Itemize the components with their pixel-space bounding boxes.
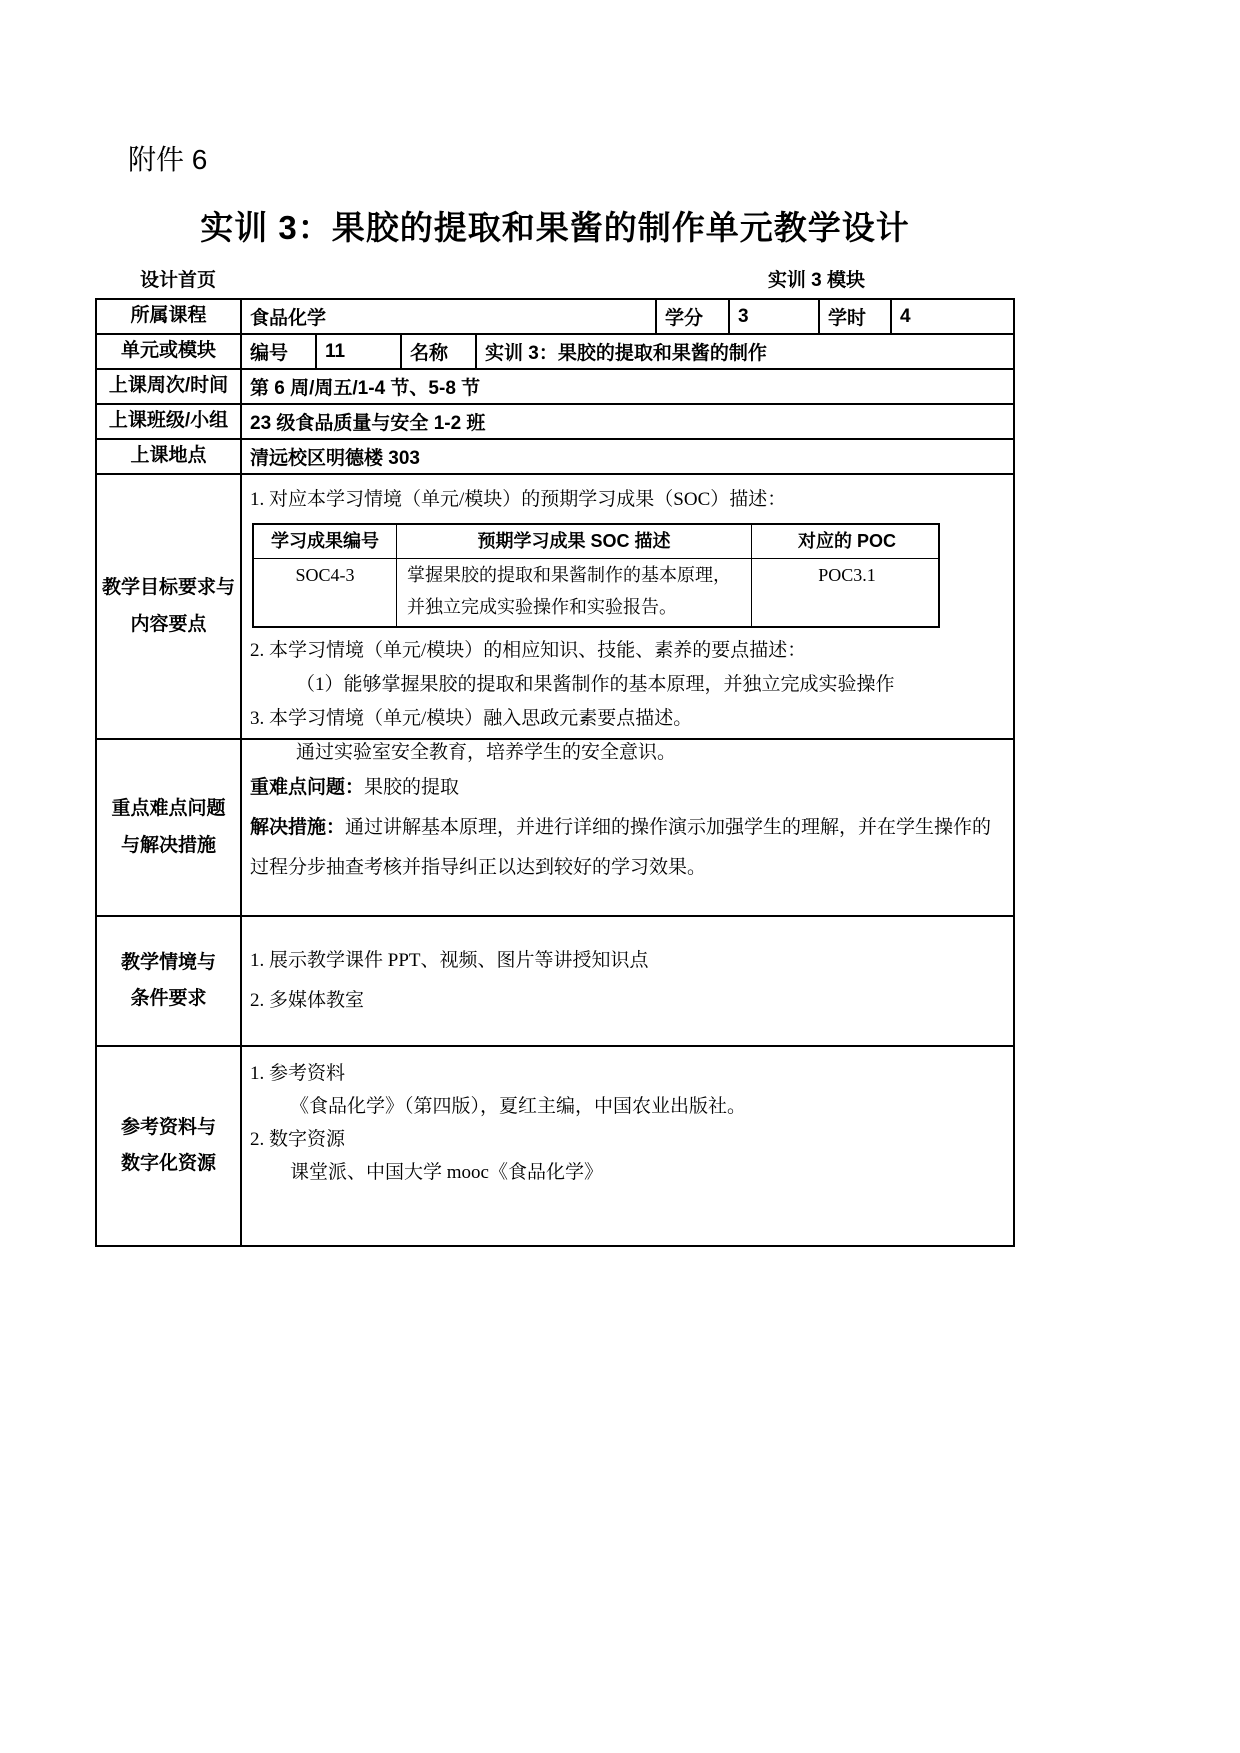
page-title: 实训 3：果胶的提取和果酱的制作单元教学设计 <box>200 209 910 246</box>
objectives-item3-sub: 通过实验室安全教育，培养学生的安全意识。 <box>296 742 677 763</box>
context-label-line2: 条件要求 <box>130 988 207 1009</box>
subheader-right: 实训 3 模块 <box>767 270 865 291</box>
unit-label: 单元或模块 <box>97 335 242 368</box>
objectives-item2: 2. 本学习情境（单元/模块）的相应知识、技能、素养的要点描述： <box>250 640 807 661</box>
class-value: 23 级食品质量与安全 1-2 班 <box>250 413 486 434</box>
subheader-left: 设计首页 <box>140 270 217 291</box>
credit-value: 3 <box>730 300 820 333</box>
location-value: 清远校区明德楼 303 <box>250 448 420 469</box>
references-item1: 1. 参考资料 <box>250 1063 346 1084</box>
context-item1: 1. 展示教学课件 PPT、视频、图片等讲授知识点 <box>250 950 649 971</box>
objectives-label-line2: 内容要点 <box>130 613 207 635</box>
soc-code: SOC4-3 <box>254 559 397 626</box>
unit-name-label: 名称 <box>402 335 477 368</box>
row-class <box>97 405 1013 440</box>
difficulties-label-line1: 重点难点问题 <box>111 798 226 820</box>
soc-data-row <box>254 559 938 626</box>
soc-table <box>252 523 940 628</box>
soc-header-poc: 对应的 POC <box>797 531 896 551</box>
class-label: 上课班级/小组 <box>97 405 242 438</box>
row-references <box>97 1047 1013 1245</box>
difficulties-solution <box>250 808 1003 888</box>
course-design-table <box>95 298 1015 1247</box>
credit-label: 学分 <box>657 300 730 333</box>
document-page <box>95 0 1015 1247</box>
context-content <box>242 917 1013 1045</box>
row-unit <box>97 335 1013 370</box>
difficulties-label-line2: 与解决措施 <box>120 834 216 856</box>
hours-value: 4 <box>900 305 911 327</box>
attachment-label: 附件 6 <box>128 144 208 175</box>
unit-no-value: 11 <box>317 335 402 368</box>
context-item2: 2. 多媒体教室 <box>250 990 365 1011</box>
solution-text: 通过讲解基本原理，并进行详细的操作演示加强学生的理解，并在学生操作的过程分步抽查考核并指导纠正以达到较好的学习效果。 <box>250 817 992 878</box>
references-item2-sub: 课堂派、中国大学 mooc《食品化学》 <box>290 1162 603 1183</box>
row-objectives <box>97 475 1013 763</box>
context-label <box>97 917 242 1045</box>
row-course <box>97 300 1013 335</box>
schedule-value: 第 6 周/周五/1-4 节、5-8 节 <box>250 378 481 399</box>
objectives-item3: 3. 本学习情境（单元/模块）融入思政元素要点描述。 <box>250 708 693 729</box>
row-context <box>97 917 1013 1047</box>
table-subheader <box>95 265 1015 292</box>
row-location <box>97 440 1013 475</box>
references-label-line2: 数字化资源 <box>120 1153 216 1174</box>
references-content <box>242 1047 1013 1245</box>
solution-label: 解决措施： <box>250 817 346 838</box>
soc-header-code: 学习成果编号 <box>254 525 397 558</box>
references-item1-sub: 《食品化学》（第四版），夏红主编，中国农业出版社。 <box>290 1096 747 1117</box>
course-value: 食品化学 <box>242 300 657 333</box>
schedule-label: 上课周次/时间 <box>97 370 242 403</box>
references-label-line1: 参考资料与 <box>120 1116 216 1138</box>
difficulties-content <box>242 740 1013 915</box>
problem-text: 果胶的提取 <box>364 777 460 798</box>
row-schedule <box>97 370 1013 405</box>
objectives-label <box>97 475 242 738</box>
references-label <box>97 1047 242 1245</box>
difficulties-label <box>97 740 242 915</box>
location-label: 上课地点 <box>97 440 242 473</box>
unit-no-label: 编号 <box>242 335 317 368</box>
problem-label: 重难点问题： <box>250 777 365 798</box>
soc-poc: POC3.1 <box>818 565 876 585</box>
objectives-item1: 1. 对应本学习情境（单元/模块）的预期学习成果（SOC）描述： <box>250 489 787 510</box>
objectives-content <box>242 475 1013 763</box>
soc-header-desc: 预期学习成果 SOC 描述 <box>397 525 752 558</box>
soc-desc: 掌握果胶的提取和果酱制作的基本原理，并独立完成实验操作和实验报告。 <box>397 559 752 626</box>
context-label-line1: 教学情境与 <box>120 951 216 973</box>
soc-header-row <box>254 525 938 559</box>
hours-label: 学时 <box>820 300 892 333</box>
unit-name-value: 实训 3：果胶的提取和果酱的制作 <box>485 343 767 364</box>
objectives-label-line1: 教学目标要求与 <box>101 577 235 599</box>
row-difficulties <box>97 740 1013 917</box>
objectives-item2-sub: （1）能够掌握果胶的提取和果酱制作的基本原理，并独立完成实验操作 <box>296 674 895 695</box>
course-label: 所属课程 <box>97 300 242 333</box>
difficulties-problem <box>250 768 1003 808</box>
references-item2: 2. 数字资源 <box>250 1129 346 1150</box>
